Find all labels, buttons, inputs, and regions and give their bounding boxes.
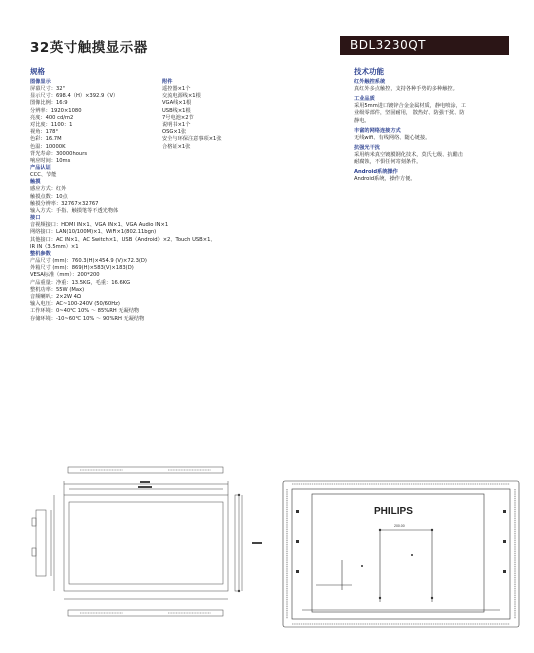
spec-line: 响应时间：10ms	[30, 158, 71, 165]
spec-line: 分辨率：1920×1080	[30, 107, 82, 114]
feature-description: 采用5mm进口镀锌合金金属材质，静电喷涂，工	[354, 103, 466, 110]
spec-line: 屏幕尺寸：32"	[30, 86, 65, 92]
spec-line: 感应方式：红外	[30, 186, 67, 193]
accessory-line: VGA线×1根	[162, 100, 192, 107]
accessory-line: 交流电源线×1根	[162, 93, 201, 100]
dimension-drawing-rear	[282, 480, 520, 628]
spec-line: 整机功率：55W (Max)	[30, 286, 85, 293]
feature-title: 工业品质	[354, 96, 375, 103]
spec-line: 存储环境：-10~60℃ 10% ～ 90%RH 无凝结物	[30, 315, 145, 322]
feature-description: Android系统，操作方便。	[354, 176, 416, 183]
spec-line: CCC、节能	[30, 172, 57, 179]
spec-line: 音视频接口：HDMI IN×1、VGA IN×1、VGA Audio IN×1	[30, 222, 169, 229]
page-title: 32英寸触摸显示器	[30, 40, 148, 56]
feature-description: 无线wifi、有线网络、随心链接。	[354, 134, 431, 141]
feature-description: 采用纳米真空镀膜钢化技术，莫氏七级、抗醋击	[354, 152, 463, 159]
accessories-title: 附件	[162, 79, 173, 85]
accessories-list	[162, 86, 222, 151]
spec-line: 产品重量：净重：13.5KG，毛重：16.6KG	[30, 279, 131, 286]
spec-line: 输入方式：手指、触摸笔等不透光物体	[30, 208, 119, 215]
spec-line: 图像比例：16:9	[30, 100, 68, 107]
accessory-line: 7号电池×2节	[162, 114, 194, 121]
accessory-line: 安全与环保注意事项×1张	[162, 136, 222, 143]
spec-line: 显示尺寸：698.4（H）×392.9（V）	[30, 93, 119, 100]
spec-line: 外箱尺寸 (mm)：869(H)×583(V)×183(D)	[30, 265, 134, 272]
feature-description: 业级零部件，坚固耐用， 散热好、防强干扰、防	[354, 110, 465, 117]
spec-line: 背光寿命：30000hours	[30, 150, 88, 157]
accessory-line: 合格证×1张	[162, 143, 191, 150]
specs-heading: 规格	[30, 67, 45, 76]
spec-line: 输入电压：AC~100-240V (50/60Hz)	[30, 301, 120, 308]
accessory-line: 遥控器×1个	[162, 86, 191, 92]
certification-title: 产品认证	[30, 165, 51, 172]
feature-title: 丰富的网络连接方式	[354, 127, 401, 134]
spec-line: VESA标准（mm）：200*200	[30, 272, 100, 279]
spec-line: 其他接口：AC IN×1、AC Switch×1、USB（Android）×2、Touch USB×1、	[30, 236, 216, 243]
spec-line: 音频喇叭：2×2W 4Ω	[30, 294, 81, 301]
touch-title: 触摸	[30, 179, 41, 186]
interface-list	[30, 222, 216, 251]
accessory-line: USB线×1根	[162, 107, 191, 114]
feature-title: 红外触控系统	[354, 79, 386, 85]
spec-line: 产品尺寸 (mm)：760.3(H)×454.9 (V)×72.3(D)	[30, 258, 147, 265]
spec-line: 对比度：1100：1	[30, 122, 73, 129]
feature-description: 静电。	[354, 117, 370, 124]
spec-line: 触摸点数：10点	[30, 193, 68, 200]
features-heading: 技术功能	[354, 67, 384, 76]
touch-list	[30, 186, 216, 215]
spec-line: 亮度：400 cd/m2	[30, 114, 74, 121]
accessory-line: 说明书×1个	[162, 122, 191, 129]
accessories-section	[162, 79, 222, 151]
feature-description: 耐腐蚀，不惧任何寄刻条件。	[354, 159, 422, 166]
spec-line: 网络接口：LAN(10/100M)×1、WiFi×1(802.11bgn)	[30, 229, 157, 236]
features-section	[354, 79, 514, 187]
spec-line: IR IN（3.5mm）×1	[30, 243, 79, 250]
interface-title: 接口	[30, 215, 41, 222]
machine-title: 整机参数	[30, 251, 51, 258]
feature-title: Android系统操作	[354, 169, 398, 176]
image-display-title: 图像显示	[30, 79, 51, 85]
spec-line: 色彩：16.7M	[30, 136, 62, 143]
spec-line: 触摸分辨率：32767×32767	[30, 200, 99, 207]
dimension-drawing-front	[28, 462, 268, 632]
model-badge: BDL3230QT	[340, 36, 509, 55]
brand-logo: PHILIPS	[374, 506, 413, 517]
certification-list	[30, 172, 216, 179]
machine-list	[30, 258, 216, 323]
accessory-line: OSG×1张	[162, 129, 187, 136]
feature-description: 真红外多点触控，支持各种手势的多种触控。	[354, 86, 458, 92]
feature-title: 抗强光干扰	[354, 145, 380, 152]
vesa-dimension-label: 200.00	[394, 524, 405, 528]
spec-line: 色温：10000K	[30, 143, 66, 150]
spec-line: 工作环境：0~40℃ 10% ～ 85%RH 无凝结物	[30, 308, 140, 315]
spec-line: 视角：178°	[30, 129, 59, 136]
